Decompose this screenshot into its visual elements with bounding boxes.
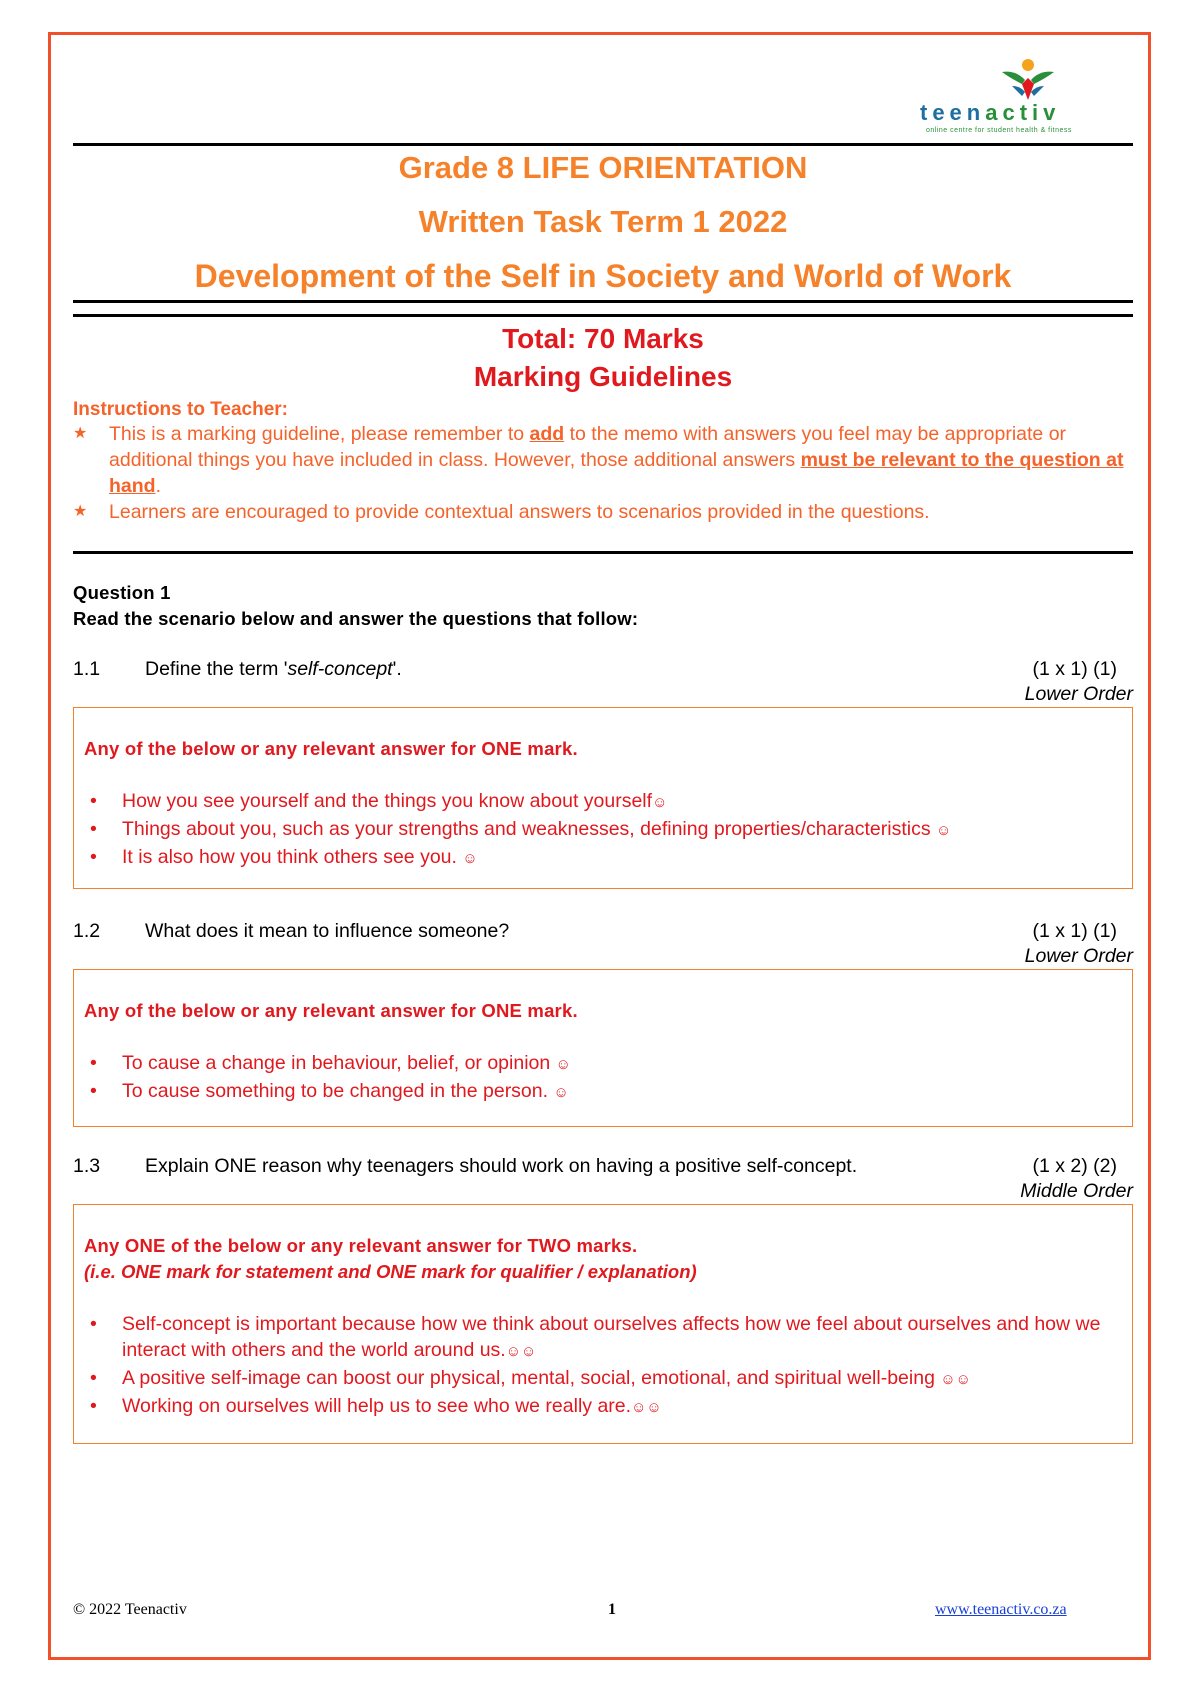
list-item: • It is also how you think others see you. ☺ (90, 846, 478, 868)
title-line-3: Development of the Self in Society and World of Work (194, 258, 1012, 294)
instruction-item-1: ★ This is a marking guideline, please remember to add to the memo with answers you feel may be appropriate or additional things you have included in class. However, those additional answers must be relevant to the question at hand. (73, 423, 1124, 497)
header-rule-mid-1 (73, 300, 1133, 303)
footer-website-link[interactable]: www.teenactiv.co.za (935, 1601, 1067, 1618)
tick-mark-icon: ☺ (940, 1371, 956, 1388)
logo-wordmark: teenactiv (920, 100, 1061, 125)
answer-list (84, 788, 1122, 872)
title-line-2: Written Task Term 1 2022 (418, 204, 788, 239)
question-text: What does it mean to influence someone? (145, 920, 510, 942)
question-marks: (1 x 1) (1) (1032, 920, 1117, 942)
question-1-instruction: Read the scenario below and answer the questions that follow: (73, 608, 639, 629)
tick-mark-icon: ☺ (631, 1399, 647, 1416)
question-marks: (1 x 1) (1) (1032, 658, 1117, 680)
question-text: Define the term 'self-concept'. (145, 658, 402, 680)
list-item: • To cause something to be changed in the person. ☺ (90, 1080, 569, 1102)
header-rule-mid-2 (73, 314, 1133, 317)
answer-box-1-2 (73, 969, 1133, 1127)
footer-copyright: © 2022 Teenactiv (73, 1601, 187, 1618)
tick-mark-icon: ☺ (652, 794, 668, 811)
cognitive-order: Middle Order (1020, 1180, 1133, 1202)
question-number: 1.1 (73, 658, 101, 680)
list-item: • Working on ourselves will help us to see who we really are.☺☺ (90, 1395, 662, 1417)
answer-heading: Any of the below or any relevant answer for ONE mark. (84, 1000, 578, 1021)
instruction-item-2: ★ Learners are encouraged to provide contextual answers to scenarios provided in the questions. (73, 501, 930, 523)
list-item: • Self-concept is important because how we think about ourselves affects how we feel about ourselves and how we interact with others and the world around us.☺☺ (90, 1313, 1101, 1361)
list-item: • A positive self-image can boost our physical, mental, social, emotional, and spiritual well-being ☺☺ (90, 1367, 971, 1389)
logo-tagline: online centre for student health & fitness (926, 127, 1072, 134)
tick-mark-icon: ☺ (521, 1343, 537, 1360)
footer-page-number: 1 (608, 1601, 616, 1618)
title-line-1: Grade 8 LIFE ORIENTATION (398, 150, 808, 185)
tick-mark-icon: ☺ (646, 1399, 662, 1416)
answer-box-1-3 (73, 1204, 1133, 1444)
answer-heading: Any of the below or any relevant answer for ONE mark. (84, 738, 578, 759)
emphasis-add: add (529, 423, 565, 445)
question-number: 1.2 (73, 920, 101, 942)
instructions-heading: Instructions to Teacher: (73, 399, 289, 420)
tick-mark-icon: ☺ (555, 1056, 571, 1073)
list-item: • How you see yourself and the things you know about yourself☺ (90, 790, 668, 812)
instructions-rule (73, 551, 1133, 554)
question-number: 1.3 (73, 1155, 101, 1177)
tick-mark-icon: ☺ (505, 1343, 522, 1360)
tick-mark-icon: ☺ (936, 822, 952, 839)
logo-figure-icon (998, 56, 1058, 102)
answer-box-1-1 (73, 707, 1133, 889)
total-marks: Total: 70 Marks (502, 323, 704, 354)
question-marks: (1 x 2) (2) (1032, 1155, 1117, 1177)
answer-list (84, 1311, 1122, 1421)
tick-mark-icon: ☺ (955, 1371, 971, 1388)
marking-guidelines-title: Marking Guidelines (473, 361, 733, 392)
question-1-heading: Question 1 (73, 582, 171, 603)
star-bullet-icon: ★ (73, 425, 88, 442)
cognitive-order: Lower Order (1024, 945, 1133, 967)
answer-heading: Any ONE of the below or any relevant answer for TWO marks. (84, 1235, 638, 1256)
answer-list (84, 1050, 1122, 1106)
answer-subheading: (i.e. ONE mark for statement and ONE mark for qualifier / explanation) (84, 1261, 697, 1282)
header-rule-top (73, 143, 1133, 146)
cognitive-order: Lower Order (1024, 683, 1133, 705)
list-item: • To cause a change in behaviour, belief, or opinion ☺ (90, 1052, 571, 1074)
teenactiv-logo (920, 56, 1132, 136)
tick-mark-icon: ☺ (462, 850, 478, 867)
question-text: Explain ONE reason why teenagers should work on having a positive self-concept. (145, 1155, 858, 1177)
emphasis-must-be-relevant: must be relevant to the question at hand (109, 449, 1124, 497)
tick-mark-icon: ☺ (553, 1084, 569, 1101)
list-item: • Things about you, such as your strengths and weaknesses, defining properties/characteristics ☺ (90, 818, 952, 840)
star-bullet-icon: ★ (73, 503, 88, 520)
